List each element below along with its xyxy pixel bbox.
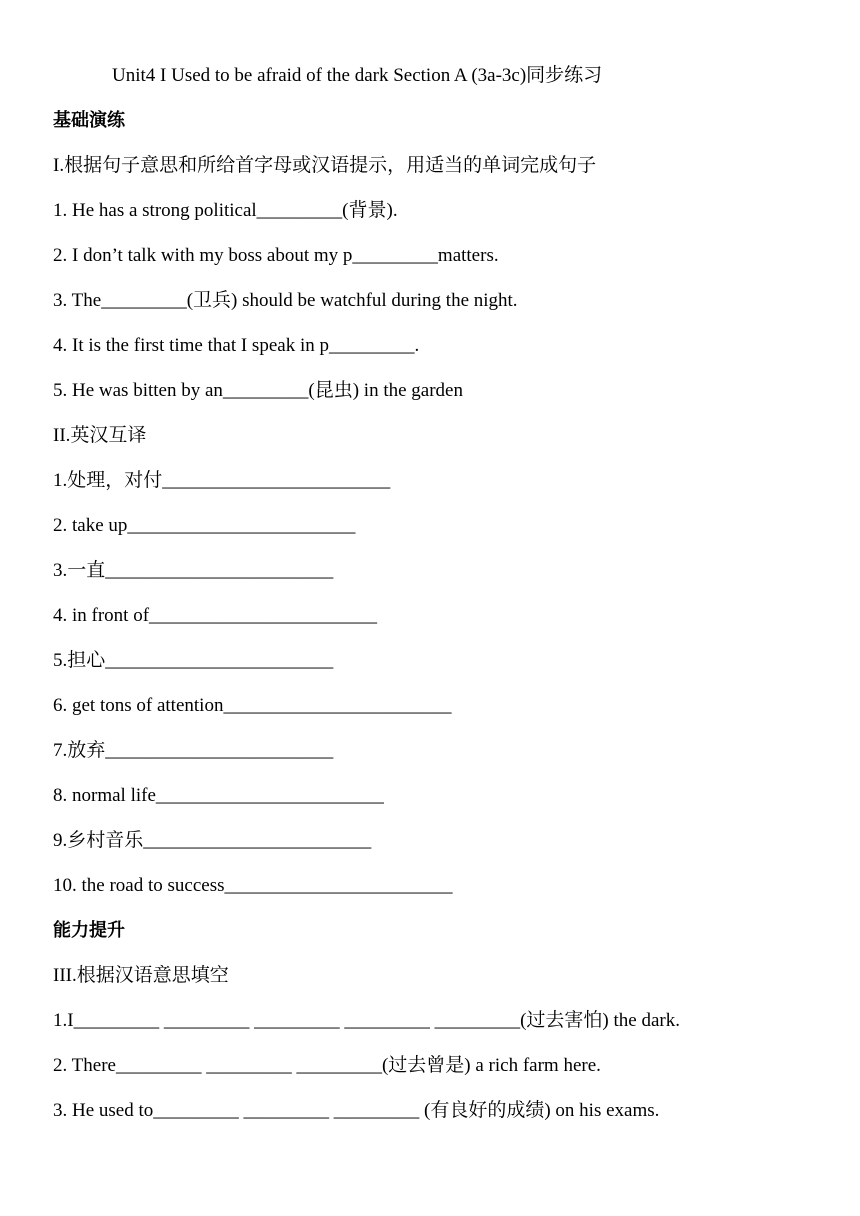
section2-item: 3.一直________________________ (53, 560, 334, 581)
section3-instruction: III.根据汉语意思填空 (53, 965, 229, 986)
section1-item: 1. He has a strong political_________(背景). (53, 200, 398, 221)
section2-item: 2. take up________________________ (53, 515, 356, 536)
section1-instruction: I.根据句子意思和所给首字母或汉语提示，用适当的单词完成句子 (53, 155, 597, 176)
section2-item: 8. normal life________________________ (53, 785, 384, 806)
heading-ability-improvement: 能力提升 (53, 920, 125, 941)
section2-item: 1.处理，对付________________________ (53, 470, 391, 491)
section2-item: 10. the road to success________________________ (53, 875, 453, 896)
section2-item: 7.放弃________________________ (53, 740, 334, 761)
heading-basic-practice: 基础演练 (53, 110, 125, 131)
section2-item: 5.担心________________________ (53, 650, 334, 671)
section2-item: 6. get tons of attention________________________ (53, 695, 452, 716)
section2-item: 4. in front of________________________ (53, 605, 378, 626)
section3-item: 1.I_________ _________ _________ _________ _________(过去害怕) the dark. (53, 1010, 680, 1031)
section2-instruction: II.英汉互译 (53, 425, 147, 446)
section1-item: 2. I don’t talk with my boss about my p_________matters. (53, 245, 499, 266)
section1-item: 3. The_________(卫兵) should be watchful during the night. (53, 290, 518, 311)
section1-item: 4. It is the first time that I speak in p_________. (53, 335, 420, 356)
section3-item: 2. There_________ _________ _________(过去曾是) a rich farm here. (53, 1055, 601, 1076)
section2-item: 9.乡村音乐________________________ (53, 830, 372, 851)
section3-item: 3. He used to_________ _________ _________ (有良好的成绩) on his exams. (53, 1100, 660, 1121)
worksheet-title: Unit4 I Used to be afraid of the dark Section A (3a-3c)同步练习 (112, 65, 603, 86)
section1-item: 5. He was bitten by an_________(昆虫) in the garden (53, 380, 463, 401)
